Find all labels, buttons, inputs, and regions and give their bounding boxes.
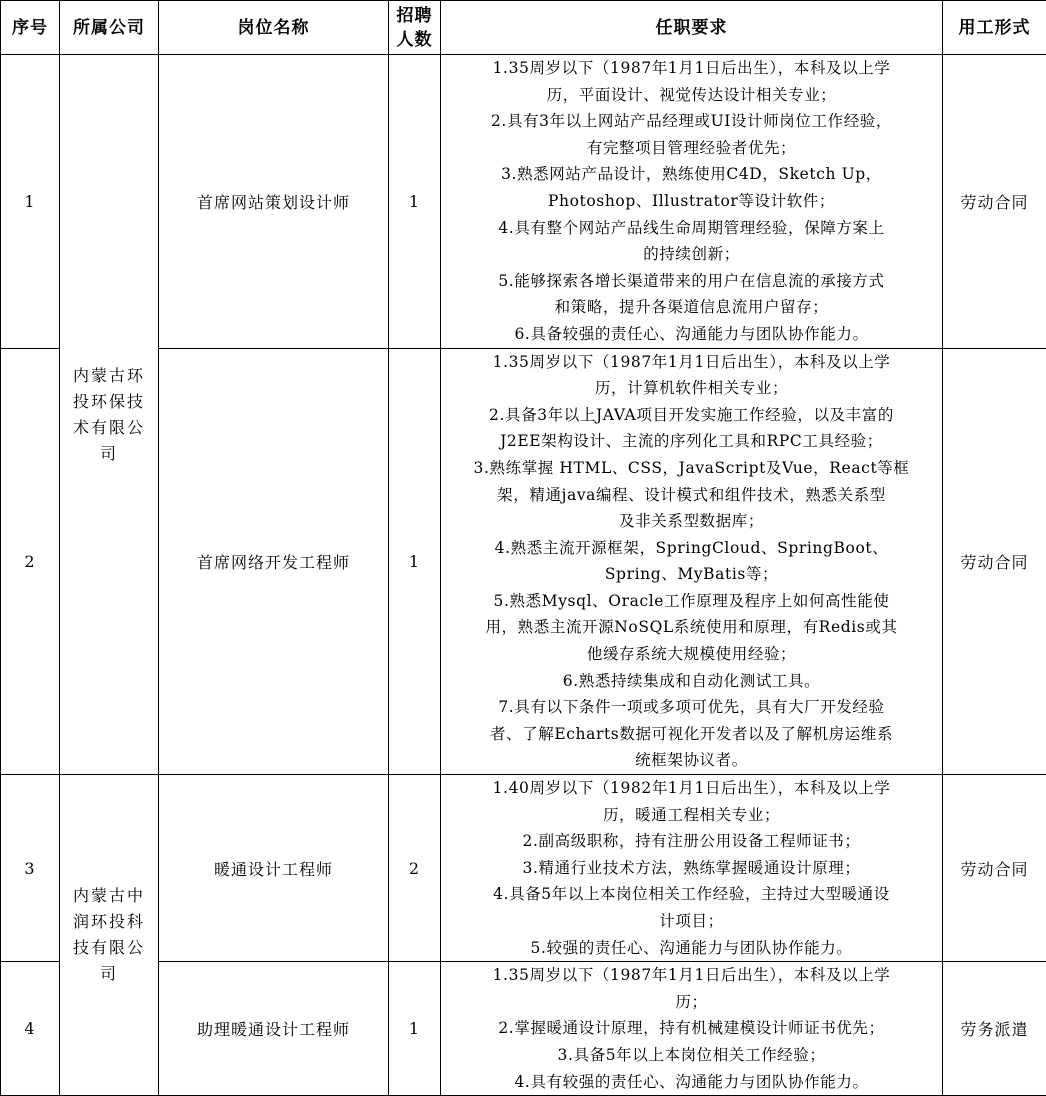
position-name: 首席网络开发工程师 xyxy=(159,348,389,775)
requirement-line: 有完整项目管理经验者优先； xyxy=(441,135,942,162)
row-index: 3 xyxy=(1,775,60,962)
requirement-line: 者、了解Echarts数据可视化开发者以及了解机房运维系 xyxy=(441,721,942,748)
header-headcount xyxy=(389,1,441,55)
headcount: 1 xyxy=(389,962,441,1096)
position-name: 首席网站策划设计师 xyxy=(159,55,389,349)
requirement-line: 历，计算机软件相关专业； xyxy=(441,375,942,402)
requirement-line: 的持续创新； xyxy=(441,241,942,268)
employment-type: 劳动合同 xyxy=(943,348,1046,775)
company-name: 内蒙古环投环保技术有限公司 xyxy=(69,363,149,467)
position-name: 助理暖通设计工程师 xyxy=(159,962,389,1096)
position-name: 暖通设计工程师 xyxy=(159,775,389,962)
header-employment-type: 用工形式 xyxy=(943,1,1046,55)
header-index: 序号 xyxy=(1,1,60,55)
requirement-line: 7.具有以下条件一项或多项可优先，具有大厂开发经验 xyxy=(441,694,942,721)
header-position: 岗位名称 xyxy=(159,1,389,55)
requirement-line: 1.35周岁以下（1987年1月1日后出生），本科及以上学 xyxy=(441,55,942,82)
requirement-line: 4.具有较强的责任心、沟通能力与团队协作能力。 xyxy=(441,1069,942,1096)
requirements-cell xyxy=(441,962,943,1096)
requirement-line: 2.掌握暖通设计原理，持有机械建模设计师证书优先； xyxy=(441,1015,942,1042)
requirement-line: 3.熟悉网站产品设计，熟练使用C4D，Sketch Up， xyxy=(441,161,942,188)
row-index: 2 xyxy=(1,348,60,775)
requirement-line: 计项目； xyxy=(441,908,942,935)
requirement-line: 2.具有3年以上网站产品经理或UI设计师岗位工作经验， xyxy=(441,108,942,135)
requirement-line: 3.熟练掌握 HTML、CSS，JavaScript及Vue，React等框 xyxy=(441,455,942,482)
requirement-line: 1.35周岁以下（1987年1月1日后出生），本科及以上学 xyxy=(441,962,942,989)
requirements-cell xyxy=(441,775,943,962)
requirement-line: 他缓存系统大规模使用经验； xyxy=(441,641,942,668)
table-row xyxy=(1,55,1046,349)
headcount: 1 xyxy=(389,348,441,775)
requirement-line: 统框架协议者。 xyxy=(441,747,942,774)
requirement-line: 3.精通行业技术方法，熟练掌握暖通设计原理； xyxy=(441,855,942,882)
requirement-line: 5.能够探索各增长渠道带来的用户在信息流的承接方式 xyxy=(441,268,942,295)
requirement-line: 历，平面设计、视觉传达设计相关专业； xyxy=(441,82,942,109)
header-company: 所属公司 xyxy=(60,1,159,55)
requirement-line: 架，精通java编程、设计模式和组件技术，熟悉关系型 xyxy=(441,482,942,509)
headcount: 2 xyxy=(389,775,441,962)
requirement-line: 历； xyxy=(441,989,942,1016)
table-row xyxy=(1,775,1046,962)
company-cell xyxy=(60,55,159,775)
employment-type: 劳动合同 xyxy=(943,775,1046,962)
header-headcount-line1: 招聘 xyxy=(397,6,433,26)
requirement-line: 4.具备5年以上本岗位相关工作经验，主持过大型暖通设 xyxy=(441,881,942,908)
requirement-line: 4.熟悉主流开源框架，SpringCloud、SpringBoot、 xyxy=(441,535,942,562)
requirement-line: 3.具备5年以上本岗位相关工作经验； xyxy=(441,1042,942,1069)
requirement-line: 历，暖通工程相关专业； xyxy=(441,802,942,829)
company-name: 内蒙古中润环投科技有限公司 xyxy=(69,883,149,987)
requirement-line: Spring、MyBatis等； xyxy=(441,561,942,588)
row-index: 1 xyxy=(1,55,60,349)
company-cell xyxy=(60,775,159,1096)
requirement-line: 2.具备3年以上JAVA项目开发实施工作经验，以及丰富的 xyxy=(441,402,942,429)
requirement-line: Photoshop、Illustrator等设计软件； xyxy=(441,188,942,215)
requirement-line: 5.熟悉Mysql、Oracle工作原理及程序上如何高性能使 xyxy=(441,588,942,615)
requirement-line: 4.具有整个网站产品线生命周期管理经验，保障方案上 xyxy=(441,215,942,242)
requirement-line: 2.副高级职称，持有注册公用设备工程师证书； xyxy=(441,828,942,855)
employment-type: 劳务派遣 xyxy=(943,962,1046,1096)
requirement-line: 及非关系型数据库； xyxy=(441,508,942,535)
header-headcount-line2: 人数 xyxy=(397,30,433,50)
requirement-line: 1.35周岁以下（1987年1月1日后出生），本科及以上学 xyxy=(441,349,942,376)
requirement-line: 6.熟悉持续集成和自动化测试工具。 xyxy=(441,668,942,695)
row-index: 4 xyxy=(1,962,60,1096)
requirements-cell xyxy=(441,348,943,775)
header-requirements: 任职要求 xyxy=(441,1,943,55)
requirements-cell xyxy=(441,55,943,349)
requirement-line: 用，熟悉主流开源NoSQL系统使用和原理，有Redis或其 xyxy=(441,614,942,641)
requirement-line: J2EE架构设计、主流的序列化工具和RPC工具经验； xyxy=(441,428,942,455)
headcount: 1 xyxy=(389,55,441,349)
requirement-line: 5.较强的责任心、沟通能力与团队协作能力。 xyxy=(441,935,942,962)
requirement-line: 1.40周岁以下（1982年1月1日后出生），本科及以上学 xyxy=(441,775,942,802)
employment-type: 劳动合同 xyxy=(943,55,1046,349)
header-row xyxy=(1,1,1046,55)
requirement-line: 和策略，提升各渠道信息流用户留存； xyxy=(441,294,942,321)
requirement-line: 6.具备较强的责任心、沟通能力与团队协作能力。 xyxy=(441,321,942,348)
